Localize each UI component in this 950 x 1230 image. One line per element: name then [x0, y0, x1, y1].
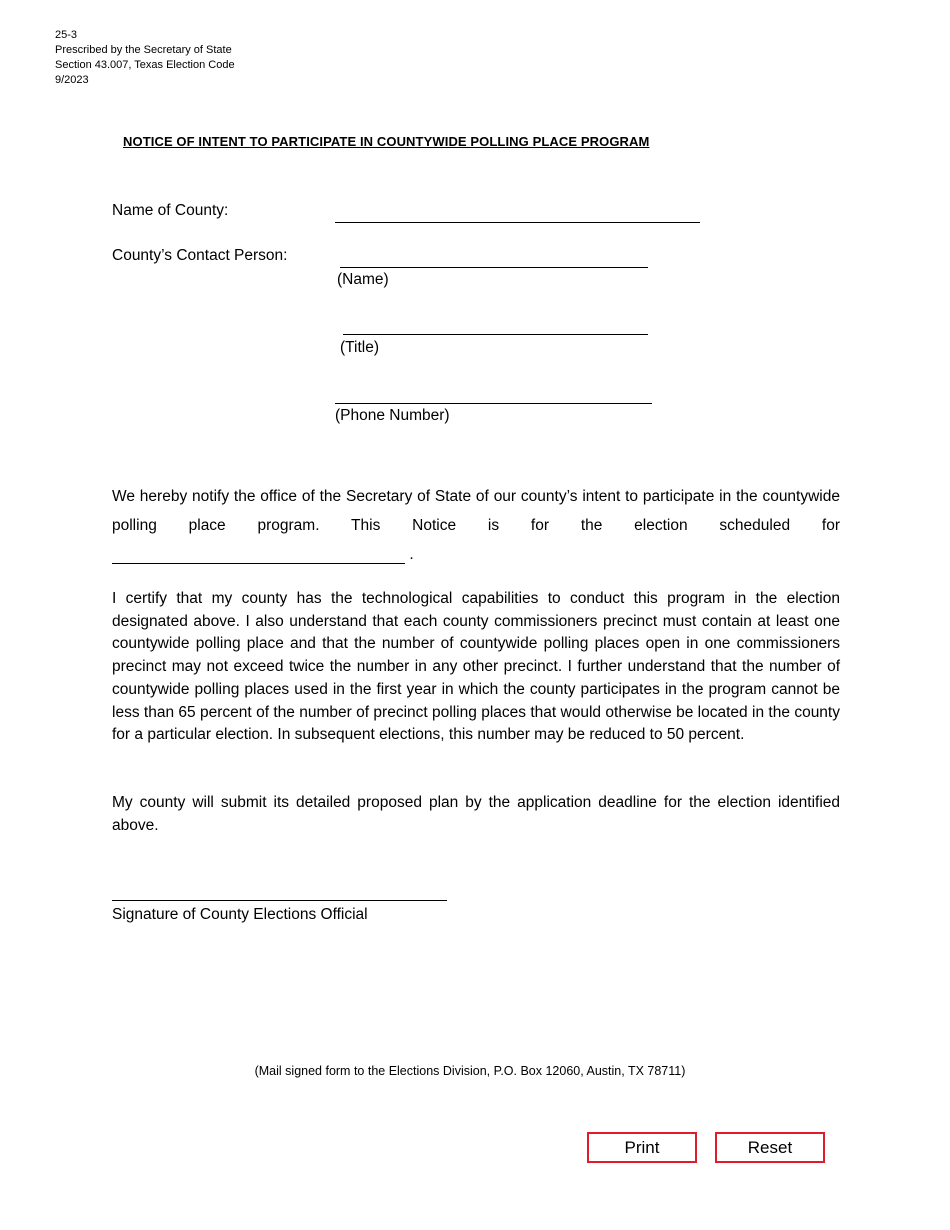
contact-person-label: County’s Contact Person: [112, 247, 288, 264]
contact-title-input[interactable] [343, 310, 648, 335]
signature-caption: Signature of County Elections Official [112, 906, 368, 923]
submit-plan-paragraph: My county will submit its detailed proposed plan by the application deadline for the election identified above. [112, 794, 840, 834]
contact-phone-caption: (Phone Number) [335, 407, 450, 424]
county-name-input[interactable] [335, 198, 700, 223]
contact-name-caption: (Name) [337, 271, 389, 288]
print-button[interactable]: Print [587, 1132, 697, 1163]
contact-phone-input[interactable] [335, 379, 652, 404]
certify-paragraph: I certify that my county has the technological capabilities to conduct this program in the election designated above. I also understand that each county commissioners precinct must contain at least one countywide polling place and that the number of countywide polling places open in one commissioners precinct may not exceed twice the number in any other precinct. I further understand that the number of countywide polling places used in the first year in which the county participates in the program cannot be less than 65 percent of the number of precinct polling places that would otherwise be located in the county for a particular election. In subsequent elections, this number may be reduced to 50 percent. [112, 590, 840, 744]
form-header [55, 28, 235, 88]
notify-paragraph-text: We hereby notify the office of the Secretary of State of our county’s intent to participate in the countywide polling place program. This Notice is for the election scheduled for [112, 488, 840, 534]
statute-line: Section 43.007, Texas Election Code [55, 59, 235, 71]
contact-name-input[interactable] [340, 243, 648, 268]
form-number: 25-3 [55, 29, 78, 41]
reset-button[interactable]: Reset [715, 1132, 825, 1163]
county-name-label: Name of County: [112, 202, 229, 219]
signature-line [112, 880, 447, 901]
notify-paragraph-period: . [409, 546, 414, 563]
contact-title-caption: (Title) [340, 339, 380, 356]
mail-instructions: (Mail signed form to the Elections Division, P.O. Box 12060, Austin, TX 78711) [254, 1064, 686, 1078]
election-date-input[interactable] [112, 546, 405, 564]
revision-date: 9/2023 [55, 74, 89, 86]
prescribed-by-line: Prescribed by the Secretary of State [55, 44, 232, 56]
form-title: NOTICE OF INTENT TO PARTICIPATE IN COUNTYWIDE POLLING PLACE PROGRAM [123, 134, 650, 149]
notify-paragraph [112, 482, 840, 569]
